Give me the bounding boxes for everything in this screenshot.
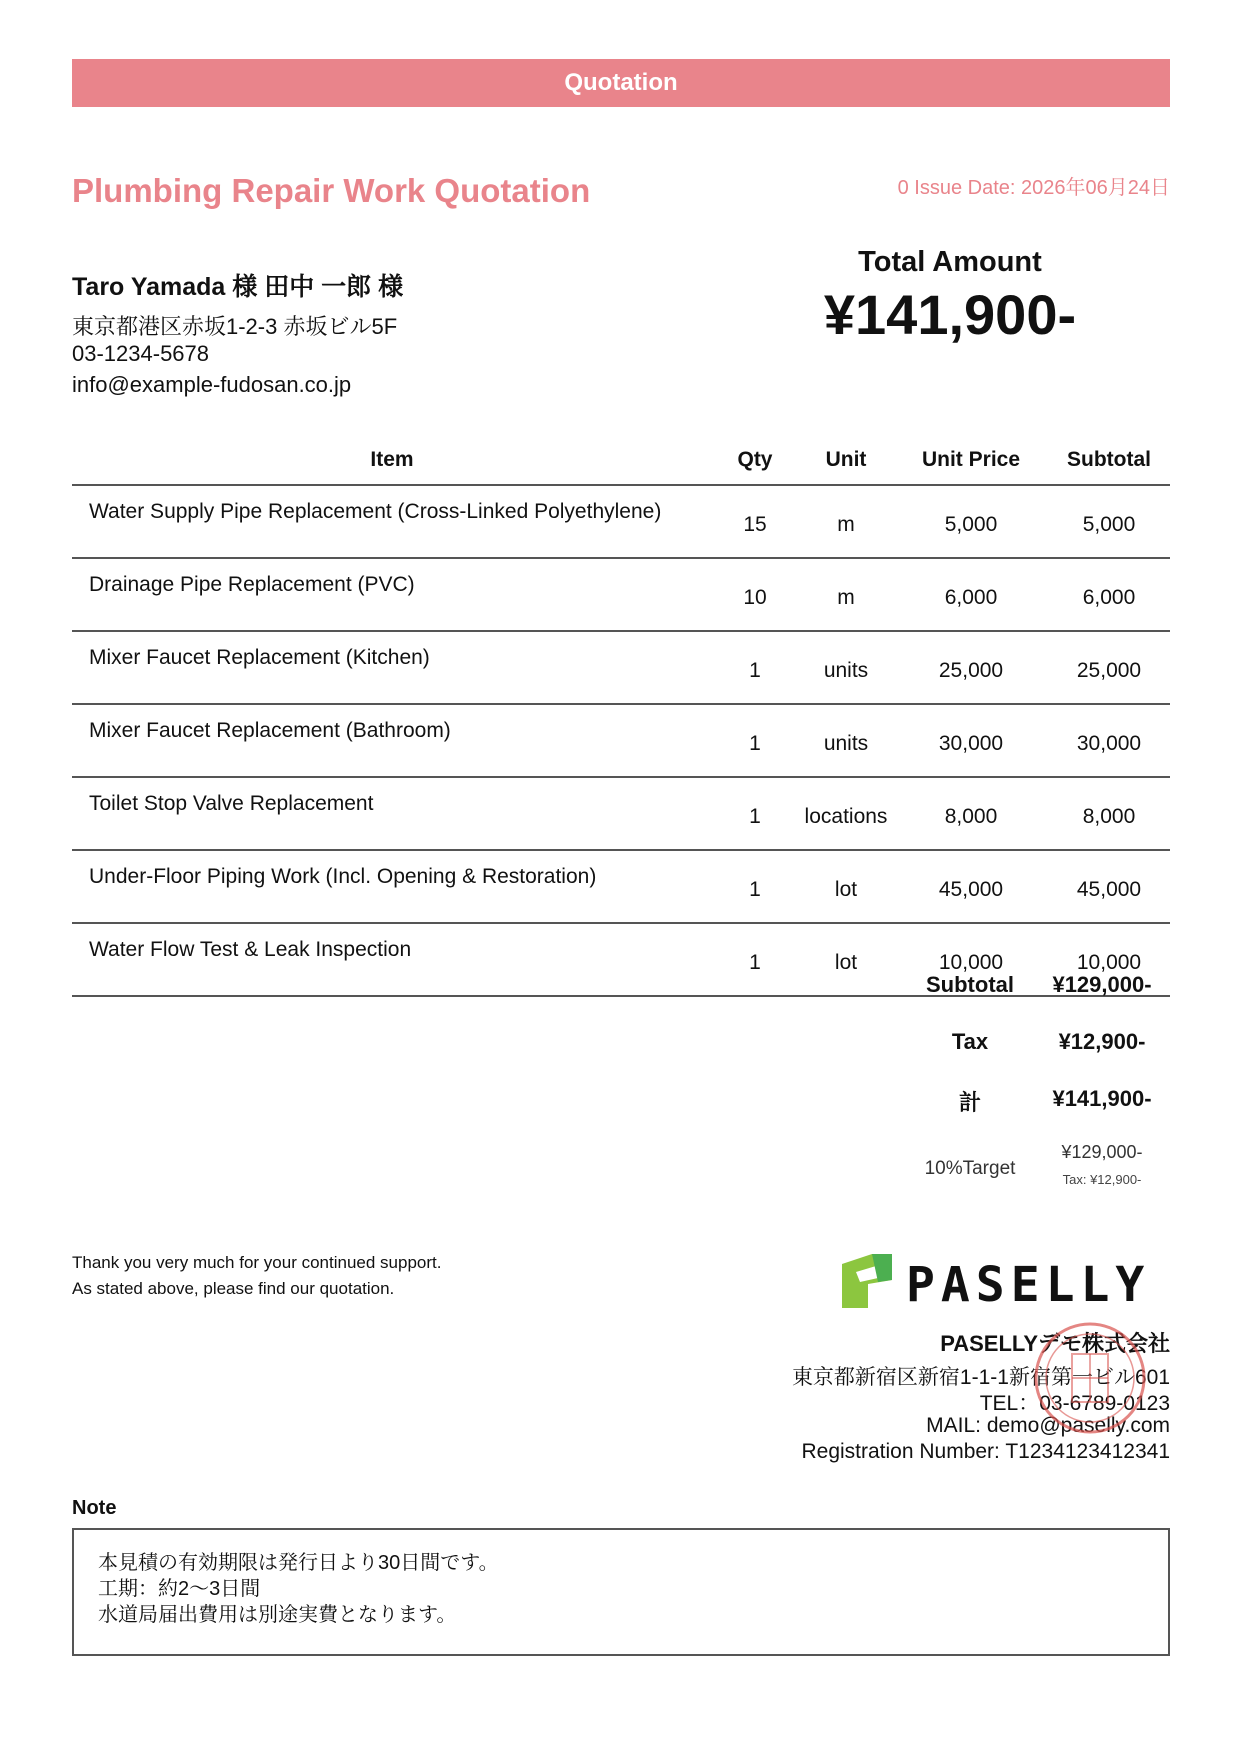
item-cell: Under-Floor Piping Work (Incl. Opening & Restoration) (72, 850, 712, 923)
company-seal-stamp (1030, 1318, 1150, 1438)
qty-cell: 1 (712, 777, 798, 850)
summary-tax-label: Tax (951, 1029, 989, 1054)
unit-cell: locations (798, 777, 894, 850)
unit-price-cell: 45,000 (894, 850, 1048, 923)
subtotal-cell: 6,000 (1048, 558, 1170, 631)
qty-cell: 1 (712, 850, 798, 923)
company-address: 東京都新宿区新宿1-1-1新宿第一ビル601 (791, 1366, 1170, 1389)
qty-cell: 1 (712, 923, 798, 996)
summary-tax-value: ¥12,900- (1058, 1029, 1146, 1054)
note-box (72, 1528, 1170, 1656)
header-unit: Unit (798, 436, 894, 485)
subtotal-cell: 10,000 (1048, 923, 1170, 996)
tax-target-label: 10%Target (924, 1158, 1016, 1179)
summary-subtotal-value: ¥129,000- (1052, 972, 1152, 997)
unit-cell: units (798, 704, 894, 777)
item-cell: Drainage Pipe Replacement (PVC) (72, 558, 712, 631)
note-line-3: 水道局届出費用は別途実費となります。 (98, 1604, 457, 1626)
unit-cell: m (798, 485, 894, 558)
table-row (72, 485, 1170, 558)
customer-phone: 03-1234-5678 (72, 341, 210, 366)
unit-price-cell: 5,000 (894, 485, 1048, 558)
logo-wordmark: PASELLY (906, 1257, 1151, 1312)
tax-target-base: ¥129,000- (1061, 1142, 1143, 1162)
item-cell: Toilet Stop Valve Replacement (72, 777, 712, 850)
unit-cell: units (798, 631, 894, 704)
item-cell: Water Flow Test & Leak Inspection (72, 923, 712, 996)
table-row (72, 777, 1170, 850)
subtotal-cell: 30,000 (1048, 704, 1170, 777)
qty-cell: 15 (712, 485, 798, 558)
qty-cell: 10 (712, 558, 798, 631)
total-amount-value: ¥141,900- (823, 283, 1077, 346)
company-logo (838, 1250, 1170, 1312)
tax-target-tax: Tax: ¥12,900- (1062, 1172, 1142, 1187)
qty-cell: 1 (712, 631, 798, 704)
table-row (72, 558, 1170, 631)
header-qty: Qty (712, 436, 798, 485)
header-item: Item (72, 436, 712, 485)
note-line-1: 本見積の有効期限は発行日より30日間です。 (98, 1552, 499, 1574)
company-name: PASELLYデモ株式会社 (940, 1331, 1170, 1356)
subtotal-cell: 45,000 (1048, 850, 1170, 923)
unit-cell: lot (798, 850, 894, 923)
item-cell: Mixer Faucet Replacement (Kitchen) (72, 631, 712, 704)
header-unit-price: Unit Price (894, 436, 1048, 485)
qty-cell: 1 (712, 704, 798, 777)
table-row (72, 631, 1170, 704)
total-amount-label: Total Amount (858, 246, 1042, 278)
table-row (72, 850, 1170, 923)
company-mail: MAIL: demo@paselly.com (926, 1414, 1170, 1437)
table-header-row (72, 436, 1170, 485)
unit-price-cell: 25,000 (894, 631, 1048, 704)
customer-address: 東京都港区赤坂1-2-3 赤坂ビル5F (72, 314, 398, 339)
company-tel: TEL：03-6789-0123 (979, 1392, 1170, 1415)
company-registration: Registration Number: T1234123412341 (801, 1440, 1170, 1463)
summary-subtotal-label: Subtotal (926, 972, 1014, 997)
note-line-2: 工期：約2〜3日間 (98, 1578, 261, 1600)
items-table (72, 436, 1170, 997)
unit-cell: m (798, 558, 894, 631)
item-cell: Water Supply Pipe Replacement (Cross-Linked Polyethylene) (72, 485, 712, 558)
logo-mark-icon (842, 1254, 892, 1308)
summary-total-value: ¥141,900- (1052, 1086, 1152, 1111)
issue-date: 0 Issue Date: 2026年06月24日 (897, 177, 1170, 199)
subtotal-cell: 5,000 (1048, 485, 1170, 558)
table-row (72, 704, 1170, 777)
unit-price-cell: 8,000 (894, 777, 1048, 850)
unit-cell: lot (798, 923, 894, 996)
customer-email: info@example-fudosan.co.jp (72, 372, 352, 397)
unit-price-cell: 10,000 (894, 923, 1048, 996)
subtotal-cell: 8,000 (1048, 777, 1170, 850)
note-label: Note (72, 1497, 117, 1519)
subtotal-cell: 25,000 (1048, 631, 1170, 704)
item-cell: Mixer Faucet Replacement (Bathroom) (72, 704, 712, 777)
header-subtotal: Subtotal (1048, 436, 1170, 485)
document-title: Plumbing Repair Work Quotation (72, 172, 591, 209)
document-banner: Quotation (72, 59, 1170, 107)
thanks-line-2: As stated above, please find our quotation. (72, 1279, 395, 1298)
customer-name: Taro Yamada 様 田中 一郎 様 (72, 273, 404, 301)
thanks-line-1: Thank you very much for your continued support. (72, 1253, 442, 1272)
unit-price-cell: 30,000 (894, 704, 1048, 777)
unit-price-cell: 6,000 (894, 558, 1048, 631)
summary-total-label: 計 (958, 1090, 981, 1115)
